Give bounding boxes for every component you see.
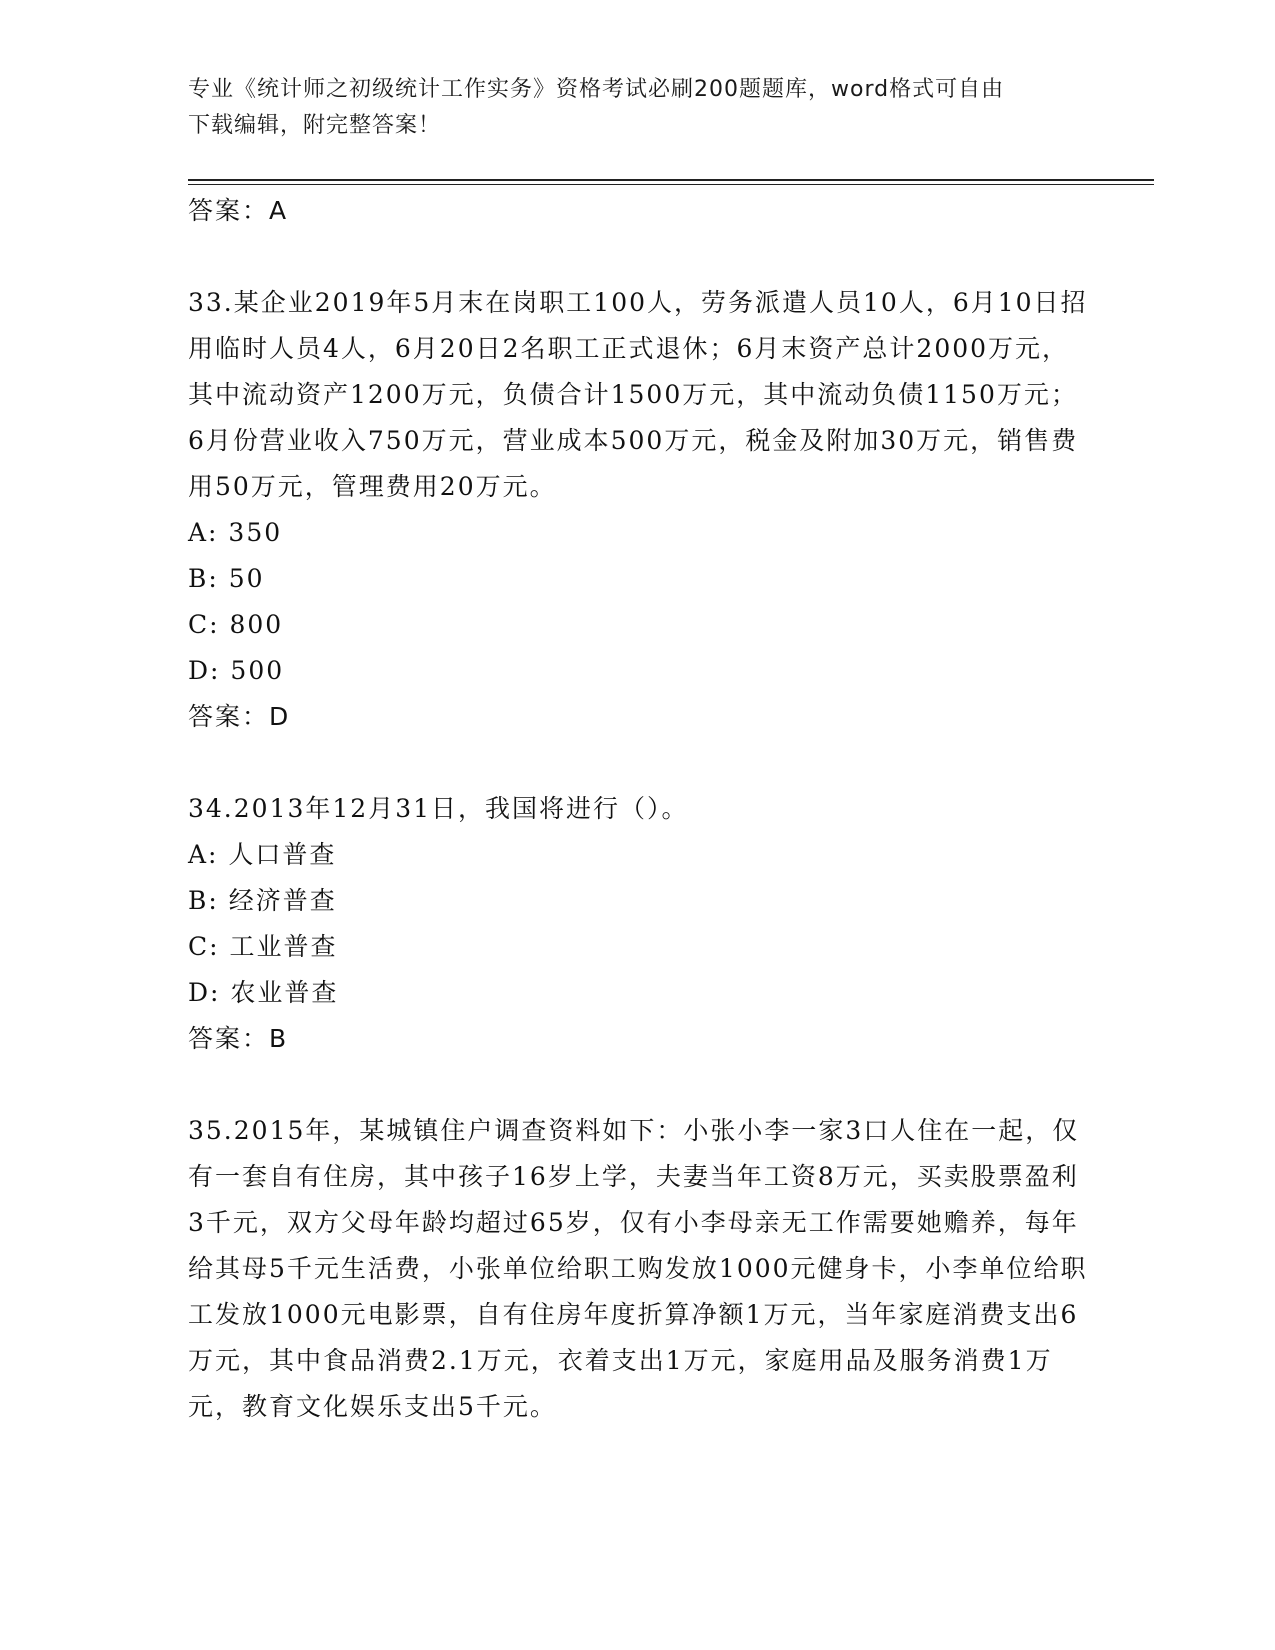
document-header [188,72,1088,144]
option-d: D: 500 [188,656,285,685]
header-line-1: 专业《统计师之初级统计工作实务》资格考试必刷200题题库，word格式可自由 [188,77,1005,102]
spacer [188,1062,1088,1108]
header-divider-top [188,179,1154,181]
previous-answer: 答案：A [188,196,289,225]
option-c: C: 800 [188,610,284,639]
question-text: 35.2015年，某城镇住户调查资料如下：小张小李一家3口人住在一起，仅有一套自有住房，其中孩子16岁上学，夫妻当年工资8万元，买卖股票盈利3千元，双方父母年龄均超过65岁，仅有小李母亲无工作需要她赡养，每年给其母5千元生活费，小张单位给职工购发放1000元健身卡，小李单位给职工发放1000元电影票，自有住房年度折算净额1万元，当年家庭消费支出6万元，其中食品消费2.1万元，衣着支出1万元，家庭用品及服务消费1万元，教育文化娱乐支出5千元。 [188,1116,1088,1421]
option-b: B: 50 [188,564,265,593]
header-line-2: 下载编辑，附完整答案！ [188,113,442,138]
question-content [188,188,1088,1430]
option-b: B: 经济普查 [188,886,337,915]
question-text: 33.某企业2019年5月末在岗职工100人，劳务派遣人员10人，6月10日招用临时人员4人，6月20日2名职工正式退休；6月末资产总计2000万元，其中流动资产1200万元，负债合计1500万元，其中流动负债1150万元；6月份营业收入750万元，营业成本500万元，税金及附加30万元，销售费用50万元，管理费用20万元。 [188,288,1088,501]
spacer [188,740,1088,786]
answer-line: 答案：D [188,702,291,731]
option-c: C: 工业普查 [188,932,338,961]
header-divider-bottom [188,184,1154,185]
option-d: D: 农业普查 [188,978,339,1007]
option-a: A: 350 [188,518,283,547]
question-text: 34.2013年12月31日，我国将进行（）。 [188,794,689,823]
question-34 [188,786,1088,1062]
answer-line: 答案：B [188,1024,289,1053]
option-a: A: 人口普查 [188,840,337,869]
question-33 [188,280,1088,740]
spacer [188,234,1088,280]
question-35 [188,1108,1088,1430]
